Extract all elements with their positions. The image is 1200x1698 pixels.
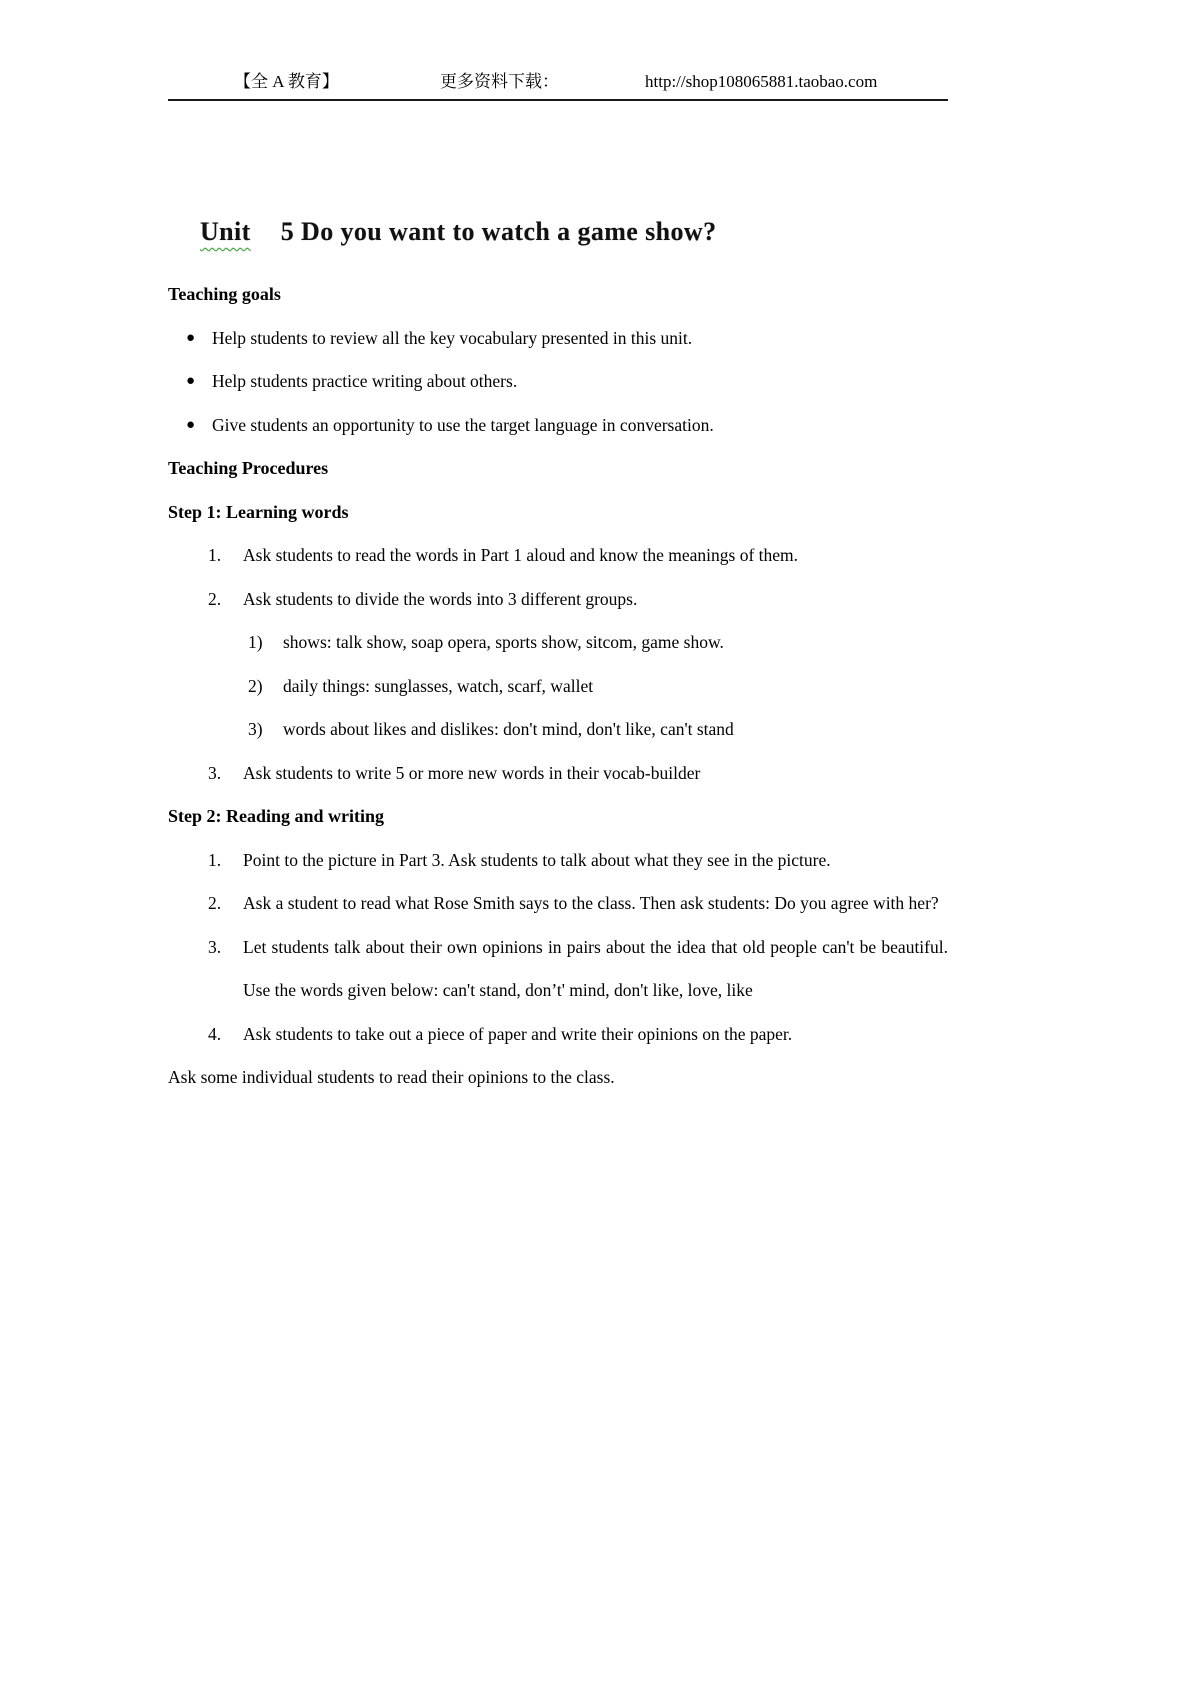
step1-item: [168, 534, 948, 578]
step1-item: [168, 752, 948, 796]
item-text: Point to the picture in Part 3. Ask students to talk about what they see in the picture.: [243, 849, 831, 870]
goal-text: Give students an opportunity to use the target language in conversation.: [212, 414, 714, 435]
teaching-procedures-heading: Teaching Procedures: [168, 458, 329, 478]
document-body: [168, 273, 948, 1100]
subitem-number: 3): [248, 719, 263, 739]
subitem-number: 1): [248, 632, 263, 652]
bullet-icon: ●: [186, 329, 196, 346]
document-title: [200, 217, 948, 247]
subitem-text: shows: talk show, soap opera, sports show, sitcom, game show.: [283, 632, 724, 652]
step2-item: [168, 1013, 948, 1057]
step1-subitem: [168, 708, 948, 752]
goal-text: Help students practice writing about others.: [212, 371, 518, 391]
title-rest-text: 5 Do you want to watch a game show?: [280, 217, 717, 246]
title-unit-word: Unit: [200, 217, 251, 246]
step2-item: [168, 882, 948, 926]
item-number: 3.: [208, 936, 222, 957]
item-text: Ask students to take out a piece of paper and write their opinions on the paper.: [243, 1023, 793, 1044]
item-text: Ask students to read the words in Part 1 aloud and know the meanings of them.: [243, 545, 799, 565]
goal-text: Help students to review all the key vocabulary presented in this unit.: [212, 327, 693, 348]
header-shop-url: http://shop108065881.taobao.com: [645, 72, 878, 91]
item-text: Let students talk about their own opinions in pairs about the idea that old people can't be beautiful. Use the words given below: can't stand, don’t' mind, don't like, love, like: [243, 936, 948, 1000]
goal-item: [168, 404, 948, 448]
header-download-label: 更多资料下载：: [440, 72, 559, 91]
item-text: Ask students to write 5 or more new words in their vocab-builder: [243, 762, 701, 783]
item-text: Ask a student to read what Rose Smith says to the class. Then ask students: Do you agree with her?: [243, 893, 939, 913]
item-number: 1.: [208, 849, 222, 870]
step2-item: [168, 926, 948, 1013]
closing-line: Ask some individual students to read their opinions to the class.: [168, 1067, 615, 1087]
subitem-text: words about likes and dislikes: don't mind, don't like, can't stand: [283, 719, 734, 739]
goal-item: [168, 360, 948, 404]
item-number: 4.: [208, 1023, 222, 1044]
teaching-goals-heading: Teaching goals: [168, 284, 281, 304]
step1-item: [168, 578, 948, 622]
step2-heading: Step 2: Reading and writing: [168, 806, 385, 826]
subitem-number: 2): [248, 675, 263, 696]
item-number: 2.: [208, 588, 222, 609]
step1-subitem: [168, 621, 948, 665]
bullet-icon: ●: [186, 373, 196, 389]
step1-subitem: [168, 665, 948, 709]
subitem-text: daily things: sunglasses, watch, scarf, wallet: [283, 675, 594, 696]
bullet-icon: ●: [186, 416, 196, 433]
item-text: Ask students to divide the words into 3 different groups.: [243, 588, 638, 609]
item-number: 2.: [208, 893, 222, 913]
goal-item: [168, 317, 948, 361]
header-brand: 【全 A 教育】: [234, 72, 339, 91]
step1-heading: Step 1: Learning words: [168, 501, 349, 522]
step2-item: [168, 839, 948, 883]
page-header: [168, 0, 948, 101]
item-number: 1.: [208, 545, 222, 565]
item-number: 3.: [208, 762, 222, 783]
